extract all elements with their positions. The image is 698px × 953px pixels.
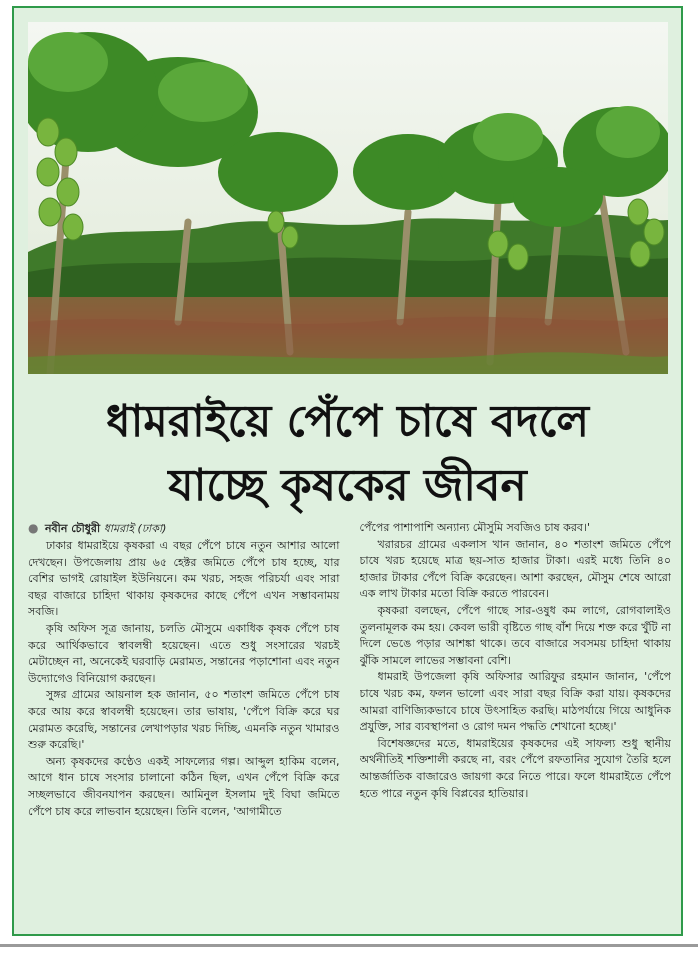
paragraph: অন্য কৃষকদের কণ্ঠেও একই সাফল্যের গল্প। আব্দুল হাকিম বলেন, আগে ধান চাষে সংসার চালানো কঠিন ছিল, এখন পেঁপে বিক্রি করে সচ্ছলভাবে জীবনযাপন করছেন। আমিনুল ইসলাম দুই বিঘা জমিতে পেঁপে চাষ করে লাভবান হয়েছেন। তিনি বলেন, 'আগামীতে [28, 754, 340, 818]
paragraph: খরারচর গ্রামের একলাস খান জানান, ৪০ শতাংশ জমিতে পেঁপে চাষে খরচ হয়েছে মাত্র ছয়-সাত হাজার টাকা। এরই মধ্যে তিনি ৪০ হাজার টাকার পেঁপে বিক্রি করেছেন। আশা করছেন, মৌসুম শেষে আরো এক লাখ টাকার মতো বিক্রি করতে পারবেন। [359, 537, 671, 601]
papaya-orchard-photo [28, 22, 668, 374]
article-body [28, 520, 671, 925]
author-name: নবীন চৌধুরী [44, 522, 101, 535]
paragraph: ধামরাই উপজেলা কৃষি অফিসার আরিফুর রহমান জানান, 'পেঁপে চাষে খরচ কম, ফলন ভালো এবং সারা বছর বিক্রি করা যায়। কৃষকদের আমরা বাণিজ্যিকভাবে চাষে উৎসাহিত করছি। মাঠপর্যায়ে গিয়ে আধুনিক প্রযুক্তি, সার ব্যবস্থাপনা ও রোগ দমন পদ্ধতি শেখানো হচ্ছে।' [359, 670, 671, 734]
bullet-icon: ● [28, 521, 39, 535]
headline-line-1: ধামরাইয়ে পেঁপে চাষে বদলে [105, 396, 590, 447]
news-clipping [12, 6, 683, 936]
dateline-place: ধামরাই (ঢাকা) [103, 522, 167, 535]
paragraph-continuation: পেঁপের পাশাপাশি অন্যান্য মৌসুমি সবজিও চাষ করব।' [359, 521, 590, 534]
paragraph: ঢাকার ধামরাইয়ে কৃষকরা এ বছর পেঁপে চাষে নতুন আশার আলো দেখছেন। উপজেলায় প্রায় ৬৫ হেক্টর জমিতে পেঁপে চাষ হচ্ছে, যার বেশির ভাগই রোয়াইল ইউনিয়নে। কম খরচ, সহজ পরিচর্যা এবং সারা বছর বাজারে চাহিদা থাকায় কৃষকদের কাছে পেঁপে এখন সম্ভাবনাময় সবজি। [28, 539, 340, 619]
headline-line-2: যাচ্ছে কৃষকের জীবন [168, 460, 527, 511]
paragraph: বিশেষজ্ঞদের মতে, ধামরাইয়ের কৃষকদের এই সাফল্য শুধু স্থানীয় অর্থনীতিই শক্তিশালী করছে না, বরং পেঁপে রফতানির সুযোগ তৈরি হলে আন্তর্জাতিক বাজারেও জায়গা করে নিতে পারে। ফলে ধামরাইতে পেঁপে হতে পারে নতুন কৃষি বিপ্লবের হাতিয়ার। [359, 736, 671, 800]
bottom-rule [0, 944, 698, 947]
paragraph: কৃষি অফিস সূত্র জানায়, চলতি মৌসুমে একাধিক কৃষক পেঁপে চাষ করে আর্থিকভাবে স্বাবলম্বী হয়েছেন। এতে শুধু সংসারের খরচই মেটাচ্ছেন না, অনেকেই ঘরবাড়ি মেরামত, সন্তানের পড়াশোনা এবং নতুন উদ্যোগেও বিনিয়োগ করছেন। [28, 621, 340, 685]
headline [24, 390, 671, 518]
papaya-orchard-illustration [28, 22, 668, 374]
right-column [360, 520, 672, 925]
byline [28, 520, 340, 537]
left-column [28, 520, 340, 925]
paragraph: সুঙ্গর গ্রামের আয়নাল হক জানান, ৫০ শতাংশ জমিতে পেঁপে চাষ করে আয় করে স্বাবলম্বী হয়েছেন। তার ভাষায়, 'পেঁপে বিক্রি করে ঘর মেরামত করেছি, সন্তানের লেখাপড়ার খরচ দিচ্ছি, এমনকি নতুন খামারও শুরু করেছি।' [28, 688, 340, 752]
paragraph: কৃষকরা বলছেন, পেঁপে গাছে সার-ওষুধ কম লাগে, রোগবালাইও তুলনামূলক কম হয়। কেবল ভারী বৃষ্টিতে গাছ বাঁশ দিয়ে শক্ত করে খুঁটি না দিলে ভেঙে পড়ার আশঙ্কা থাকে। তবে বাজারে সবসময় চাহিদা থাকায় ঝুঁকি সামলে লাভের সম্ভাবনা বেশি। [359, 603, 671, 667]
